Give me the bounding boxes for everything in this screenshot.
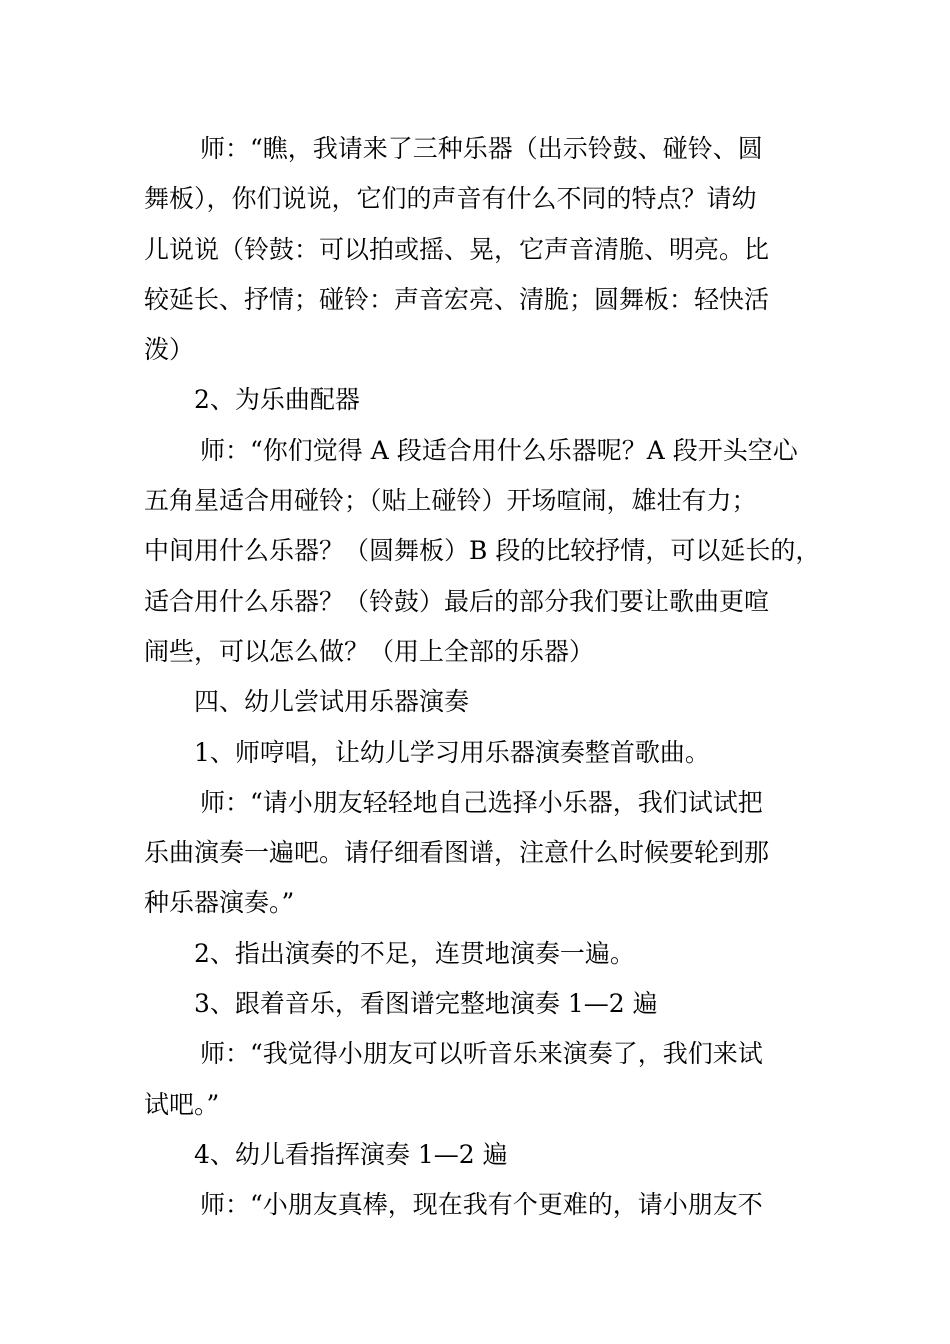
text-line: 四、幼儿尝试用乐器演奏 [194, 687, 470, 717]
paragraph-listen-music [144, 1029, 816, 1130]
text-line: 适合用什么乐器？（铃鼓）最后的部分我们要让歌曲更喧 [144, 586, 770, 616]
text-line: 舞板），你们说说，它们的声音有什么不同的特点？请幼 [144, 184, 757, 214]
text-line: 师：“小朋友真棒，现在我有个更难的，请小朋友不 [200, 1190, 763, 1220]
step-two [144, 929, 816, 979]
text-line: 师：“请小朋友轻轻地自己选择小乐器，我们试试把 [200, 787, 763, 817]
step-three [144, 979, 816, 1029]
text-line: 种乐器演奏。” [144, 888, 295, 918]
paragraph-instruments-intro [144, 124, 816, 375]
paragraph-orchestration-dialogue [144, 426, 821, 677]
text-line: 闹些，可以怎么做？（用上全部的乐器） [144, 636, 595, 666]
heading-section-four [144, 677, 816, 727]
text-line: 2、为乐曲配器 [194, 385, 360, 415]
text-line: 五角星适合用碰铃；（贴上碰铃）开场喧闹，雄壮有力； [144, 486, 757, 516]
text-line: 3、跟着音乐，看图谱完整地演奏 1—2 遍 [194, 989, 658, 1019]
paragraph-harder-task [144, 1180, 816, 1230]
text-line: 泼） [144, 335, 195, 365]
text-line: 试吧。” [144, 1089, 220, 1119]
text-line: 师：“瞧，我请来了三种乐器（出示铃鼓、碰铃、圆 [200, 134, 763, 163]
step-four [144, 1130, 816, 1180]
text-line: 师：“我觉得小朋友可以听音乐来演奏了，我们来试 [200, 1039, 763, 1069]
step-one [144, 728, 816, 778]
text-line: 4、幼儿看指挥演奏 1—2 遍 [194, 1139, 508, 1169]
text-line: 中间用什么乐器？（圆舞板）B 段的比较抒情，可以延长的， [144, 536, 821, 566]
text-line: 乐曲演奏一遍吧。请仔细看图谱，注意什么时候要轮到那 [144, 838, 770, 868]
heading-orchestration [144, 375, 816, 425]
paragraph-choose-instruments [144, 778, 816, 929]
text-line: 儿说说（铃鼓：可以拍或摇、晃，它声音清脆、明亮。比 [144, 234, 770, 264]
text-line: 2、指出演奏的不足，连贯地演奏一遍。 [194, 938, 635, 968]
text-line: 1、师哼唱，让幼儿学习用乐器演奏整首歌曲。 [194, 737, 710, 767]
document-body [144, 124, 821, 1231]
text-line: 较延长、抒情；碰铃：声音宏亮、清脆；圆舞板：轻快活 [144, 284, 770, 314]
text-line: 师：“你们觉得 A 段适合用什么乐器呢？A 段开头空心 [200, 435, 798, 465]
